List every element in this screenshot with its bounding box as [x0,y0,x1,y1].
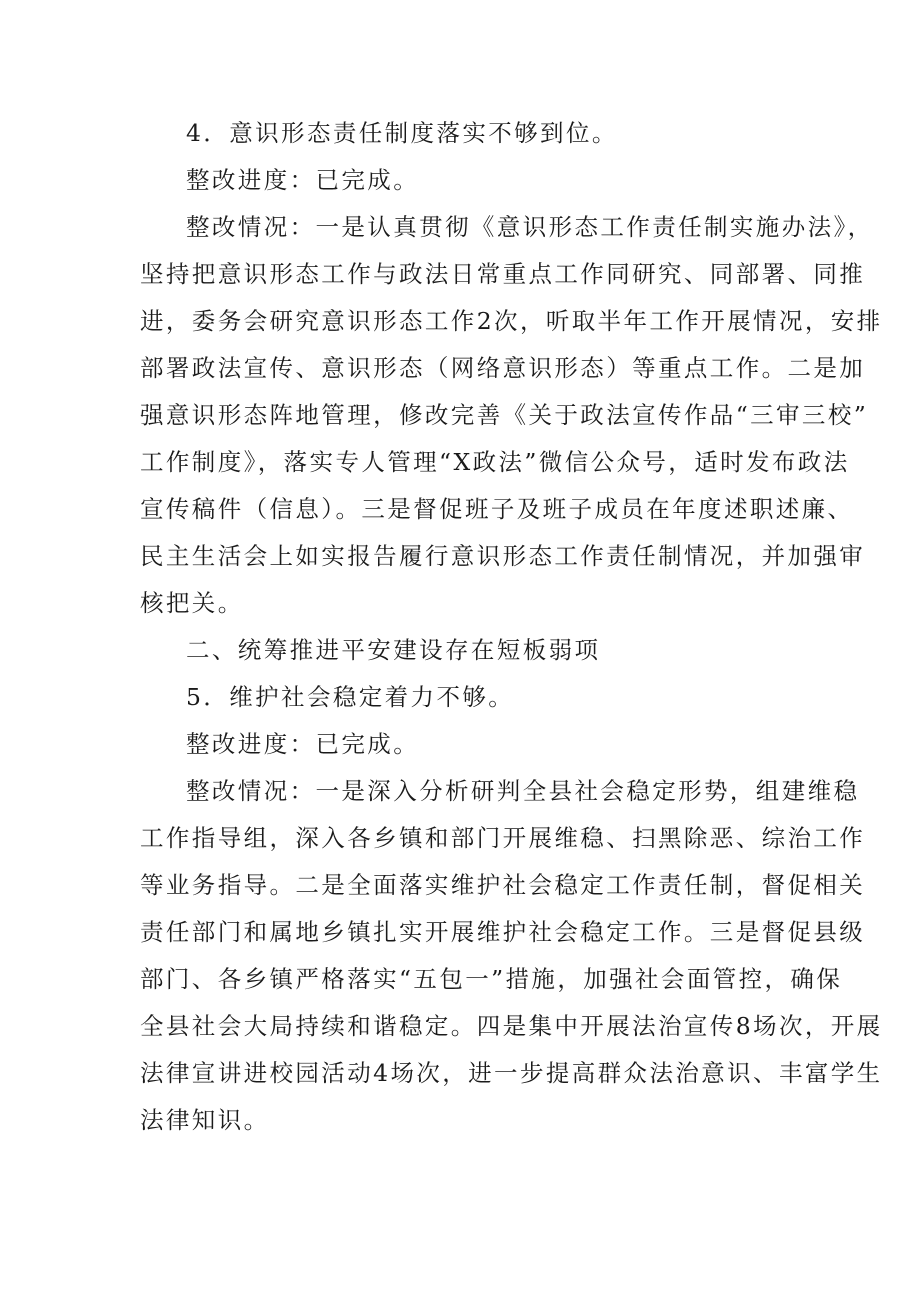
item-5-title: 5．维护社会稳定着力不够。 [186,683,515,711]
paragraph-line: 等业务指导。二是全面落实维护社会稳定工作责任制，督促相关 [140,871,866,899]
paragraph-line: 核把关。 [140,589,244,617]
item-4-progress: 整改进度：已完成。 [186,166,420,194]
paragraph-line: 工作指导组，深入各乡镇和部门开展维稳、扫黑除恶、综治工作 [140,824,866,852]
paragraph-line: 工作制度》，落实专人管理“X政法”微信公众号，适时发布政法 [140,448,850,476]
paragraph-line: 进，委务会研究意识形态工作2次，听取半年工作开展情况，安排 [140,307,883,335]
paragraph-line: 部门、各乡镇严格落实“五包一”措施，加强社会面管控，确保 [140,965,843,993]
paragraph-line: 法律知识。 [140,1106,270,1134]
paragraph-line: 法律宣讲进校园活动4场次，进一步提高群众法治意识、丰富学生 [140,1059,883,1087]
paragraph-line: 强意识形态阵地管理，修改完善《关于政法宣传作品“三审三校” [140,401,869,429]
item-4-detail [140,204,883,627]
document-page [140,110,883,1144]
paragraph-line: 责任部门和属地乡镇扎实开展维护社会稳定工作。三是督促县级 [140,918,866,946]
paragraph-line: 整改情况：一是深入分析研判全县社会稳定形势，组建维稳 [186,777,860,805]
paragraph-line: 宣传稿件（信息）。三是督促班子及班子成员在年度述职述廉、 [140,495,854,523]
item-5-detail [140,768,883,1144]
paragraph-line: 坚持把意识形态工作与政法日常重点工作同研究、同部署、同推 [140,260,866,288]
paragraph-line: 全县社会大局持续和谐稳定。四是集中开展法治宣传8场次，开展 [140,1012,883,1040]
paragraph-line: 民主生活会上如实报告履行意识形态工作责任制情况，并加强审 [140,542,866,570]
paragraph-line: 部署政法宣传、意识形态（网络意识形态）等重点工作。二是加 [140,354,866,382]
section-heading: 二、统筹推进平安建设存在短板弱项 [186,636,601,664]
paragraph-line: 整改情况：一是认真贯彻《意识形态工作责任制实施办法》， [186,213,874,241]
item-5-progress: 整改进度：已完成。 [186,730,420,758]
item-4-title: 4．意识形态责任制度落实不够到位。 [186,119,618,147]
